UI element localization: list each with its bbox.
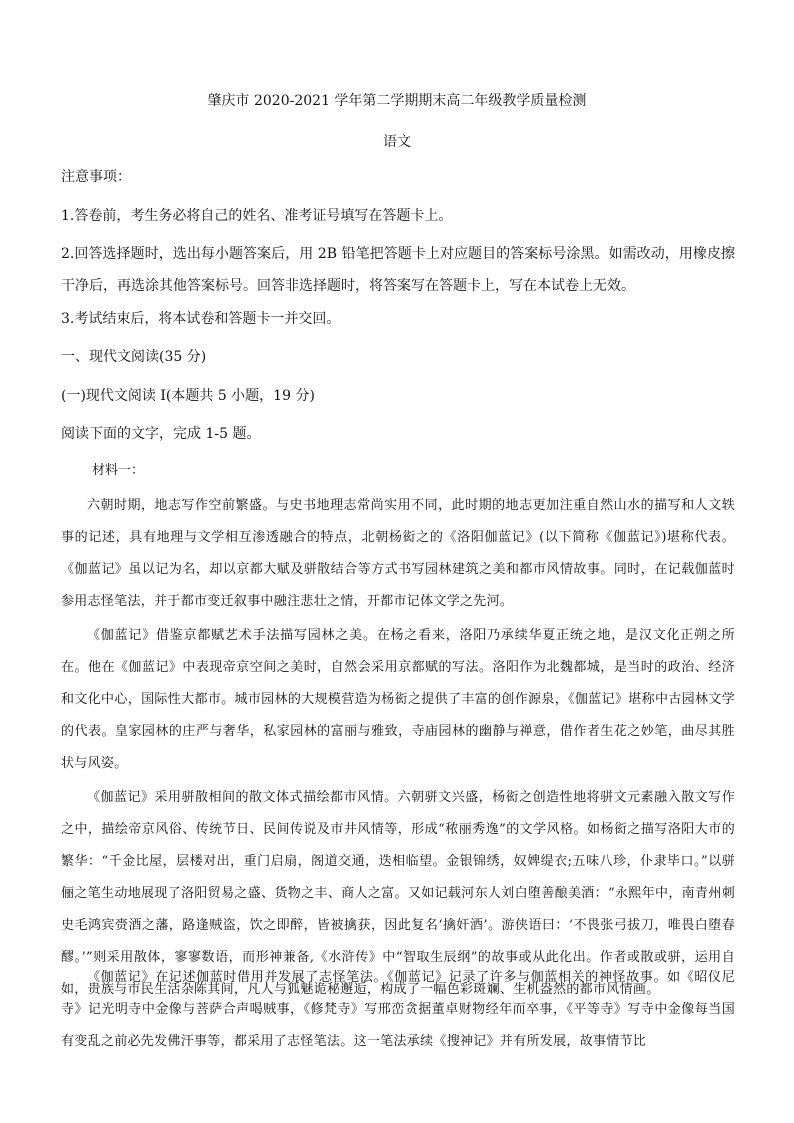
notice-item-2: 2.回答选择题时，选出每小题答案后，用 2B 铅笔把答题卡上对应题目的答案标号涂黑。如需改动，用橡皮擦干净后，再选涂其他答案标号。回答非选择题时，将答案写在答题卡上，写在本试卷上无效。 — [61, 246, 735, 294]
section-heading: 一、现代文阅读(35 分) — [61, 349, 207, 365]
paragraph-3: 《伽蓝记》采用骈散相间的散文体式描绘都市风情。六朝骈文兴盛，杨衒之创造性地将骈文元素融入散文写作之中，描绘帝京风俗、传统节日、民间传说及市井风情等，形成“秾丽秀逸”的文学风格。如杨衒之描写洛阳大市的繁华：“千金比屋，层楼对出，重门启扇，阁道交通，迭相临望。金银锦绣，奴婢缇衣;五味八珍，仆隶毕口。”以骈俪之笔生动地展现了洛阳贸易之盛、货物之丰、商人之富。又如记载河东人刘白堕善酿美酒：“永熙年中，南青州刺史毛鸿宾赍酒之藩，路逢贼盗，饮之即醉，皆被擒获，因此复名‘擒奸酒’。游侠语曰：‘不畏张弓拔刀，唯畏白堕春醪。’”则采用散体，寥寥数语，而形神兼备,《水浒传》中“智取生辰纲”的故事或从此化出。作者或散或骈，运用自如，贵族与市民生活杂陈其间，凡人与狐魅诡秘邂逅，构成了一幅色彩斑斓、生机盎然的都市风情画。 — [61, 790, 735, 997]
notice-item-3: 3.考试结束后，将本试卷和答题卡一并交回。 — [61, 311, 341, 327]
paragraph-2: 《伽蓝记》借鉴京都赋艺术手法描写园林之美。在杨之看来，洛阳乃承续华夏正统之地，是汉文化正朔之所在。他在《伽蓝记》中表现帝京空间之美时，自然会采用京都赋的写法。洛阳作为北魏都城，是当时的政治、经济和文化中心，国际性大都市。城市园林的大规模营造为杨衒之提供了丰富的创作源泉，《伽蓝记》堪称中古园林文学的代表。皇家园林的庄严与奢华，私家园林的富丽与雅致，寺庙园林的幽静与禅意，借作者生花之妙笔，曲尽其胜状与风姿。 — [61, 628, 735, 771]
section-instruction: 阅读下面的文字，完成 1-5 题。 — [61, 426, 261, 442]
paragraph-1: 六朝时期，地志写作空前繁盛。与史书地理志常尚实用不同，此时期的地志更加注重自然山水的描写和人文轶事的记述，具有地理与文学相互渗透融合的特点，北朝杨衒之的《洛阳伽蓝记》(以下简称《伽蓝记》)堪称代表。《伽蓝记》虽以记为名，却以京都大赋及骈散结合等方式书写园林建筑之美和都市风情故事。同时，在记载伽蓝时参用志怪笔法，并于都市变迁叙事中融注悲壮之情，开都市记体文学之先河。 — [61, 498, 735, 609]
exam-subject: 语文 — [383, 134, 411, 150]
material-label: 材料一： — [92, 463, 145, 478]
notice-item-1: 1.答卷前，考生务必将自己的姓名、准考证号填写在答题卡上。 — [61, 208, 453, 224]
exam-title: 肇庆市 2020-2021 学年第二学期期末高二年级教学质量检测 — [207, 93, 587, 109]
section-sub-heading: (一)现代文阅读 I(本题共 5 小题，19 分) — [61, 388, 315, 404]
paragraph-4: 《伽蓝记》在记述伽蓝时借用并发展了志怪笔法。《伽蓝记》记录了许多与伽蓝相关的神怪故事。如《昭仪尼寺》记光明寺中金像与菩萨合声喝贼事，《修梵寺》写邢峦贪据董卓财物经年而卒事，《平等寺》写寺中金像每当国有变乱之前必先发佛汗事等，都采用了志怪笔法。这一笔法承续《搜神记》并有所发展，故事情节比 — [61, 970, 735, 1049]
notice-heading: 注意事项： — [61, 169, 131, 185]
